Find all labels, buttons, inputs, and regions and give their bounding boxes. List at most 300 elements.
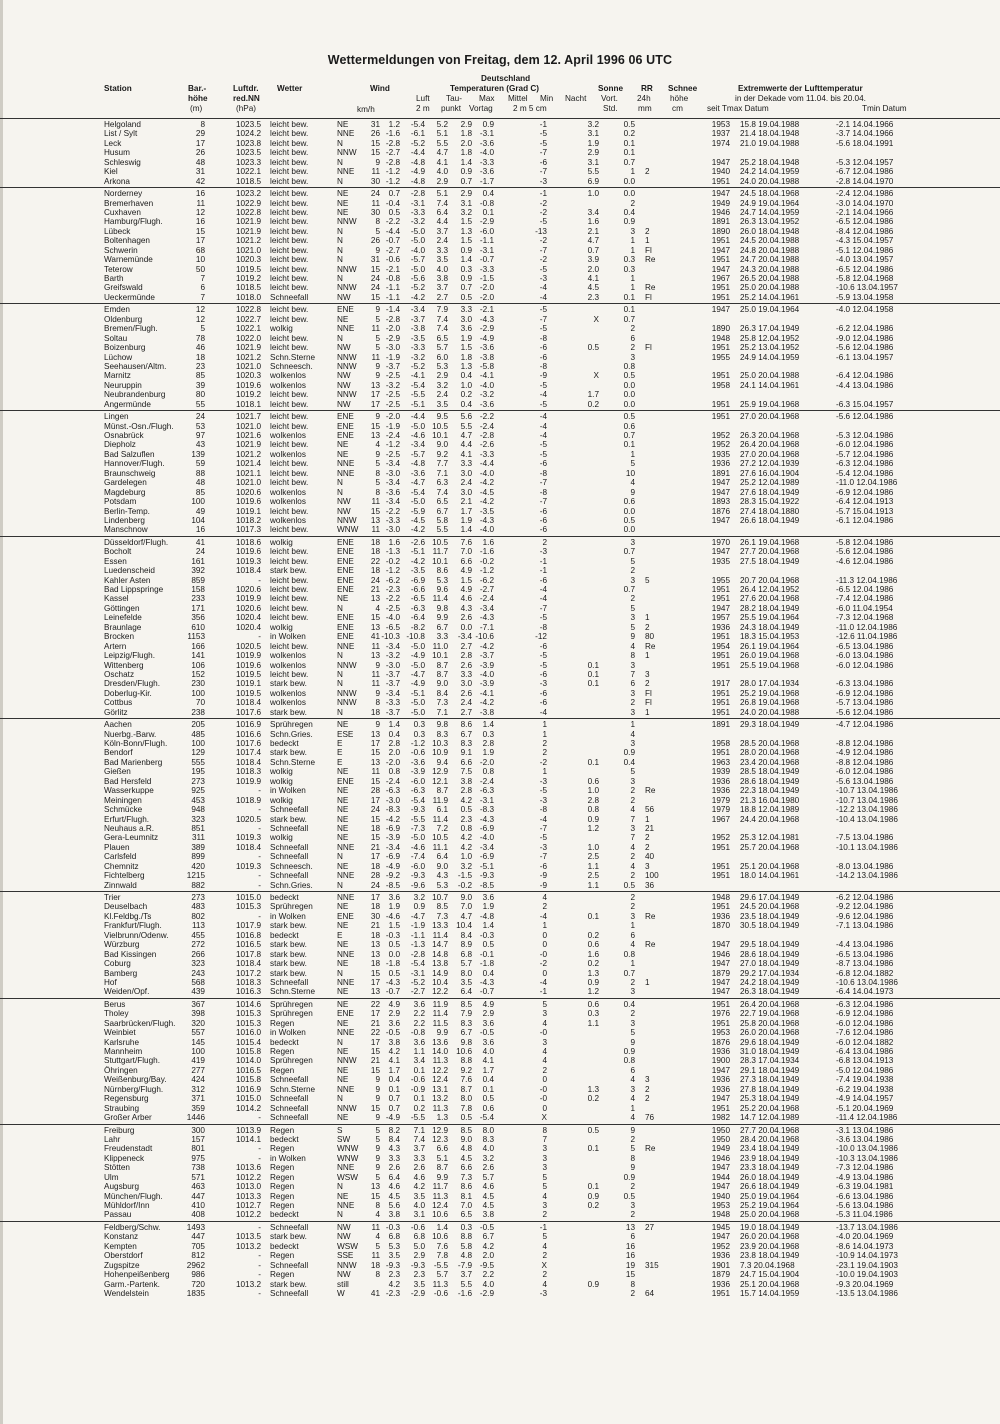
cell-wind-dir: N (337, 707, 343, 717)
cell-nacht: 1 (542, 767, 547, 777)
cell-min-2m: -2.7 (479, 585, 494, 594)
cell-temp-luft: -2.8 (385, 138, 400, 148)
cell-mittel: 9.1 (460, 748, 472, 758)
cell-temp-luft: -0.5 (385, 1028, 400, 1038)
cell-nacht: 3 (542, 1037, 547, 1047)
cell-min-2m: 3.8 (482, 1210, 494, 1220)
cell-mittel: 0.9 (460, 167, 472, 177)
cell-temp-luft: 4.5 (388, 1191, 400, 1201)
cell-taupunkt: -3.5 (410, 566, 425, 576)
cell-temp-luft: -0.6 (385, 255, 400, 265)
cell-tmin: -10.7 13.04.1986 (836, 795, 898, 805)
cell-luftdruck: 1015.4 (235, 1037, 261, 1047)
cell-station: Lingen (104, 412, 129, 422)
cell-station: Berlin-Temp. (104, 506, 150, 516)
cell-bar-hoehe: 312 (191, 1084, 205, 1094)
cell-wind-dir: ENE (337, 431, 354, 440)
cell-wind-speed: 5 (375, 1134, 380, 1144)
cell-tmin: -6.2 12.04.1986 (836, 893, 894, 902)
cell-min-2m: -4.3 (479, 314, 494, 324)
cell-seit: 1936 (711, 1084, 730, 1094)
cell-wind-dir: N (337, 245, 343, 255)
cell-mittel: 8.9 (460, 940, 472, 950)
cell-bar-hoehe: 720 (191, 1279, 205, 1289)
cell-bar-hoehe: 419 (191, 1056, 205, 1066)
cell-temp-luft: -0.7 (385, 987, 400, 997)
cell-nacht: X (541, 1113, 547, 1123)
cell-luftdruck: 1020.6 (235, 487, 261, 497)
cell-mittel: 8.3 (460, 739, 472, 748)
cell-luftdruck: 1023.8 (235, 138, 261, 148)
cell-station: Wasserkuppe (104, 786, 154, 796)
table-row (0, 217, 1000, 226)
cell-sonne: 4.7 (587, 236, 599, 246)
cell-nacht: -3 (539, 274, 547, 283)
cell-max-vortag: 5.5 (436, 525, 448, 535)
cell-max-vortag: 5.2 (436, 120, 448, 129)
cell-luftdruck: - (258, 1270, 261, 1280)
cell-wind-speed: 24 (370, 880, 380, 890)
cell-tmax: 25.1 20.04.1968 (740, 1279, 800, 1289)
cell-taupunkt: -1.3 (410, 940, 425, 950)
cell-station: Leipzig/Flugh. (104, 651, 155, 661)
cell-nacht: -5 (539, 613, 547, 623)
cell-max-vortag: 6.4 (436, 207, 448, 217)
cell-tmin: -6.5 13.04.1986 (836, 641, 894, 651)
table-row (0, 959, 1000, 968)
cell-schnee: 1 (645, 707, 650, 717)
cell-wind-speed: 24 (370, 575, 380, 585)
cell-station: Berus (104, 999, 126, 1009)
cell-min-2m: 4.2 (482, 1241, 494, 1251)
cell-tmin: -11.3 12.04.1986 (836, 575, 898, 585)
cell-wind-speed: 4 (375, 440, 380, 450)
cell-sonne: 4.1 (587, 274, 599, 283)
cell-wind-dir: WNW (337, 1144, 359, 1154)
cell-wind-dir: ENE (337, 305, 354, 315)
table-row (0, 129, 1000, 138)
cell-bar-hoehe: 139 (191, 449, 205, 459)
cell-luftdruck: 1018.2 (235, 515, 261, 525)
cell-wind-speed: 9 (375, 1153, 380, 1163)
cell-temp-luft: -6.9 (385, 852, 400, 862)
cell-sonne: 0.1 (587, 1144, 599, 1154)
cell-luftdruck: 1021.2 (235, 236, 261, 246)
cell-tmax: 25.2 13.04.1952 (740, 343, 800, 353)
cell-max-vortag: 5.1 (436, 189, 448, 199)
cell-taupunkt: 3.6 (413, 999, 425, 1009)
cell-temp-luft: 4.2 (388, 1047, 400, 1056)
cell-mittel: 1.9 (460, 515, 472, 525)
cell-mittel: 7.6 (460, 1075, 472, 1085)
cell-wind-dir: NNE (337, 893, 355, 902)
cell-max-vortag: 13.8 (432, 959, 448, 969)
cell-tmin: -13.7 13.04.1986 (836, 1222, 898, 1232)
cell-nacht: -5 (539, 651, 547, 661)
cell-luftdruck: 1016.3 (235, 987, 261, 997)
cell-min-2m: -2.9 (479, 1288, 494, 1298)
cell-taupunkt: -5.4 (410, 487, 425, 497)
cell-max-vortag: -5.5 (433, 1260, 448, 1270)
cell-nacht: 2 (542, 1065, 547, 1075)
cell-max-vortag: 11.4 (432, 814, 448, 824)
cell-bar-hoehe: 12 (195, 207, 205, 217)
header-rr-2: 24h (637, 94, 651, 103)
cell-min-2m: 8.0 (482, 1125, 494, 1135)
cell-wind-dir: NW (337, 1222, 351, 1232)
cell-max-vortag: 7.3 (436, 698, 448, 708)
cell-temp-luft: -8.5 (385, 880, 400, 890)
cell-wind-dir: N (337, 157, 343, 167)
cell-mittel: 1.7 (460, 506, 472, 516)
cell-mittel: 1.5 (460, 236, 472, 246)
cell-max-vortag: 14.8 (432, 949, 448, 959)
cell-wetter: Schneefall (270, 1222, 309, 1232)
cell-station: Bad Lippspringe (104, 585, 164, 594)
cell-min-2m: -2.1 (479, 305, 494, 315)
cell-luftdruck: 1022.0 (235, 333, 261, 343)
cell-taupunkt: -6.4 (410, 613, 425, 623)
cell-bar-hoehe: 10 (195, 255, 205, 265)
cell-wind-dir: NNW (337, 283, 357, 293)
cell-mittel: 3.2 (460, 207, 472, 217)
cell-station: Emden (104, 305, 130, 315)
cell-mittel: 2.4 (460, 698, 472, 708)
cell-min-2m: -1.5 (479, 274, 494, 283)
cell-rr: 0.5 (623, 880, 635, 890)
cell-tmin: -5.6 12.04.1986 (836, 412, 894, 422)
cell-bar-hoehe: 161 (191, 556, 205, 566)
cell-seit: 1951 (711, 343, 730, 353)
cell-rr: 0.9 (623, 1172, 635, 1182)
cell-tmax: 7.3 20.04.1968 (740, 1260, 795, 1270)
cell-max-vortag: 7.7 (436, 459, 448, 469)
table-row (0, 623, 1000, 632)
cell-nacht: -5 (539, 264, 547, 274)
cell-taupunkt: -5.5 (410, 814, 425, 824)
cell-wind-speed: 41 (370, 1288, 380, 1298)
cell-bar-hoehe: 447 (191, 1191, 205, 1201)
cell-wind-dir: NW (337, 1270, 351, 1280)
table-row (0, 334, 1000, 343)
table-row (0, 931, 1000, 940)
header-schnee-1: Schnee (668, 84, 698, 93)
cell-rr: 4 (630, 1075, 635, 1085)
table-row (0, 1261, 1000, 1270)
cell-mittel: 1.5 (460, 575, 472, 585)
cell-max-vortag: 14.9 (432, 968, 448, 978)
cell-tmax: 26.3 20.04.1968 (740, 431, 800, 440)
cell-taupunkt: -9.3 (410, 805, 425, 815)
cell-seit: 1951 (711, 412, 730, 422)
cell-wind-dir: NE (337, 207, 349, 217)
cell-min-2m: -4.1 (479, 688, 494, 698)
cell-rr: 0.2 (623, 129, 635, 139)
table-row (0, 698, 1000, 707)
cell-wind-speed: 5 (375, 343, 380, 353)
cell-temp-luft: -3.0 (385, 525, 400, 535)
cell-bar-hoehe: 986 (191, 1270, 205, 1280)
cell-rr: 0.0 (623, 189, 635, 199)
cell-max-vortag: 6.6 (436, 1144, 448, 1154)
cell-rr: 0.8 (623, 949, 635, 959)
header-temp-title: Temperaturen (Grad C) (450, 84, 540, 93)
cell-rr: 5 (630, 603, 635, 613)
cell-station: Bremen/Flugh. (104, 324, 158, 334)
cell-tmax: 25.9 19.04.1968 (740, 399, 800, 409)
cell-temp-luft: -2.5 (385, 603, 400, 613)
cell-taupunkt: 5.0 (413, 1241, 425, 1251)
cell-station: Erfurt/Flugh. (104, 814, 150, 824)
cell-schnee: 2 (645, 833, 650, 843)
table-row (0, 227, 1000, 236)
cell-luftdruck: 1022.1 (235, 167, 261, 177)
header-schnee-2: höhe (670, 94, 689, 103)
cell-min-2m: -3.9 (479, 660, 494, 670)
cell-rr: 16 (625, 1251, 635, 1261)
cell-bar-hoehe: 7 (200, 292, 205, 302)
cell-rr: 5 (630, 459, 635, 469)
cell-luftdruck: 1016.6 (235, 729, 261, 739)
cell-taupunkt: -4.9 (410, 167, 425, 177)
cell-wetter: Schneefall (270, 823, 309, 833)
cell-mittel: 3.5 (460, 977, 472, 987)
cell-min-2m: 1.9 (482, 748, 494, 758)
cell-max-vortag: 1.3 (436, 1113, 448, 1123)
cell-temp-luft: -6.2 (385, 575, 400, 585)
cell-max-vortag: 7.4 (436, 324, 448, 334)
cell-mittel: 4.2 (460, 795, 472, 805)
cell-wind-speed: 21 (370, 921, 380, 931)
table-row (0, 381, 1000, 390)
cell-luftdruck: 1021.1 (235, 468, 261, 478)
cell-nacht: 4 (542, 1056, 547, 1066)
cell-bar-hoehe: 410 (191, 1201, 205, 1210)
cell-taupunkt: -4.2 (410, 556, 425, 566)
cell-bar-hoehe: 899 (191, 852, 205, 862)
cell-nacht: -5 (539, 660, 547, 670)
cell-nacht: -5 (539, 138, 547, 148)
cell-max-vortag: 13.1 (432, 1084, 448, 1094)
cell-min-2m: -3.6 (479, 343, 494, 353)
cell-wind-speed: 11 (371, 641, 380, 651)
cell-tmin: -6.3 12.04.1986 (836, 999, 894, 1009)
cell-temp-luft: -2.7 (385, 148, 400, 158)
cell-seit: 1948 (711, 1210, 730, 1220)
cell-wind-dir: NNE (337, 641, 355, 651)
cell-wind-speed: 13 (370, 729, 380, 739)
header-max-2: Vortag (469, 104, 493, 113)
cell-temp-luft: -3.3 (385, 515, 400, 525)
cell-bar-hoehe: 1835 (186, 1288, 205, 1298)
cell-wind-speed: 11 (371, 1222, 380, 1232)
cell-mittel: 4.9 (460, 585, 472, 594)
cell-bar-hoehe: 24 (195, 547, 205, 557)
cell-temp-luft: -3.4 (385, 459, 400, 469)
cell-temp-luft: -2.2 (385, 594, 400, 604)
cell-rr: 6 (630, 1232, 635, 1242)
cell-wind-speed: 15 (370, 1191, 380, 1201)
cell-taupunkt: -5.5 (410, 1113, 425, 1123)
cell-taupunkt: 7.4 (413, 1134, 425, 1144)
cell-min-2m: 4.1 (482, 1056, 494, 1066)
cell-min-2m: -4.0 (479, 468, 494, 478)
cell-nacht: -5 (539, 449, 547, 459)
cell-max-vortag: 6.1 (436, 805, 448, 815)
cell-wind-speed: 17 (370, 977, 380, 987)
header-wetter: Wetter (277, 84, 303, 93)
header-bar-3: (m) (190, 104, 203, 113)
cell-seit: 1967 (711, 274, 730, 283)
table-row (0, 199, 1000, 208)
cell-tmax: 30.5 18.04.1949 (740, 921, 800, 931)
cell-tmin: -2.1 14.04.1966 (836, 120, 894, 129)
cell-rr: 2 (630, 566, 635, 576)
cell-bar-hoehe: 100 (191, 688, 205, 698)
cell-luftdruck: 1020.6 (235, 585, 261, 594)
cell-tmax: 22.3 18.04.1949 (740, 786, 800, 796)
cell-wind-dir: NE (337, 1191, 349, 1201)
cell-taupunkt: 7.1 (413, 1125, 425, 1135)
cell-station: Diepholz (104, 440, 136, 450)
cell-mittel: 3.0 (460, 487, 472, 497)
cell-bar-hoehe: 29 (195, 129, 205, 139)
table-row (0, 902, 1000, 911)
cell-luftdruck: 1021.9 (235, 226, 261, 236)
cell-max-vortag: 5.3 (436, 575, 448, 585)
cell-wind-dir: ENE (337, 622, 354, 632)
cell-rr: 4 (630, 478, 635, 488)
cell-max-vortag: 10.1 (432, 431, 448, 440)
cell-nacht: -8 (539, 333, 547, 343)
cell-wetter: wolkenlos (270, 660, 306, 670)
cell-temp-luft: -2.5 (385, 449, 400, 459)
cell-luftdruck: - (258, 1251, 261, 1261)
cell-bar-hoehe: 55 (195, 399, 205, 409)
cell-luftdruck: 1017.2 (235, 968, 261, 978)
cell-rr: 0.6 (623, 497, 635, 507)
cell-wetter: leicht bew. (270, 440, 309, 450)
table-row (0, 969, 1000, 978)
cell-min-2m: -0.5 (479, 1222, 494, 1232)
cell-seit: 1958 (711, 739, 730, 748)
cell-nacht: -5 (539, 380, 547, 390)
cell-bar-hoehe: 42 (195, 176, 205, 186)
cell-wetter: stark bew. (270, 921, 307, 931)
cell-taupunkt: -5.0 (410, 497, 425, 507)
cell-tmax: 25.0 20.04.1988 (740, 371, 800, 381)
cell-sonne: 0.5 (587, 1125, 599, 1135)
cell-mittel: 5.6 (460, 412, 472, 422)
cell-max-vortag: 4.7 (436, 148, 448, 158)
cell-nacht: -2 (539, 207, 547, 217)
header-luft-2: 2 m (416, 104, 430, 113)
cell-sonne: 1.0 (587, 786, 599, 796)
cell-nacht: 5 (542, 1182, 547, 1192)
cell-wind-speed: 22 (370, 556, 380, 566)
cell-tmin: -6.1 12.04.1986 (836, 515, 894, 525)
cell-bar-hoehe: 273 (191, 776, 205, 786)
cell-wind-speed: 18 (370, 902, 380, 912)
cell-wind-speed: 5 (375, 1125, 380, 1135)
cell-mittel: 3.3 (460, 669, 472, 679)
table-row (0, 1113, 1000, 1122)
cell-min-2m: -5.1 (479, 861, 494, 871)
cell-station: Fichtelberg (104, 871, 145, 881)
cell-rr: 9 (630, 1125, 635, 1135)
cell-luftdruck: 1016.5 (235, 1065, 261, 1075)
table-row (0, 431, 1000, 440)
cell-wetter: stark bew. (270, 1279, 307, 1289)
cell-nacht: -5 (539, 217, 547, 227)
cell-tmin: -6.8 12.04.1882 (836, 968, 894, 978)
cell-nacht: -5 (539, 833, 547, 843)
cell-luftdruck: 1017.9 (235, 921, 261, 931)
cell-max-vortag: 12.9 (432, 767, 448, 777)
cell-bar-hoehe: 16 (195, 525, 205, 535)
cell-wind-speed: 24 (370, 274, 380, 283)
cell-schnee: 27 (645, 1222, 655, 1232)
cell-mittel: 6.6 (460, 1163, 472, 1173)
cell-wetter: Regen (270, 1191, 295, 1201)
cell-tmin: -2.1 14.04.1966 (836, 207, 894, 217)
cell-schnee: 36 (645, 880, 655, 890)
cell-station: Dresden/Flugh. (104, 679, 160, 689)
cell-station: Saarbrücken/Flugh. (104, 1018, 176, 1028)
cell-max-vortag: 8.4 (436, 688, 448, 698)
cell-luftdruck: 1014.0 (235, 1056, 261, 1066)
cell-wind-dir: NNE (337, 468, 355, 478)
cell-rr: 0.5 (623, 120, 635, 129)
table-row (0, 604, 1000, 613)
cell-wetter: leicht bew. (270, 129, 309, 139)
cell-wetter: Regen (270, 1270, 295, 1280)
cell-mittel: -3.4 (457, 632, 472, 642)
cell-tmax: 25.0 19.04.1964 (740, 305, 800, 315)
cell-min-2m: -3.8 (479, 707, 494, 717)
cell-nacht: -6 (539, 352, 547, 362)
cell-mittel: 3.2 (460, 861, 472, 871)
cell-taupunkt: 6.8 (413, 1232, 425, 1242)
cell-wetter: leicht bew. (270, 138, 309, 148)
cell-station: Hamburg/Flugh. (104, 217, 163, 227)
table-row (0, 852, 1000, 861)
cell-rr: 0.0 (623, 380, 635, 390)
cell-tmax: 27.2 12.04.1939 (740, 459, 800, 469)
cell-station: Straubing (104, 1103, 140, 1113)
cell-nacht: 0 (542, 930, 547, 940)
cell-wind-speed: 11 (371, 679, 380, 689)
cell-seit: 1876 (711, 1037, 730, 1047)
cell-max-vortag: 2.9 (436, 371, 448, 381)
cell-min-2m: -2.4 (479, 594, 494, 604)
cell-luftdruck: - (258, 1288, 261, 1298)
cell-bar-hoehe: 812 (191, 1251, 205, 1261)
cell-wind-speed: 11 (371, 525, 380, 535)
cell-tmin: -5.6 12.04.1986 (836, 547, 894, 557)
cell-wind-speed: 11 (371, 324, 380, 334)
header-extrem-3: seit Tmax Datum (707, 104, 769, 113)
cell-nacht: 2 (542, 739, 547, 748)
cell-luftdruck: 1018.9 (235, 795, 261, 805)
cell-station: Braunschweig (104, 468, 156, 478)
cell-temp-luft: -2.0 (385, 324, 400, 334)
cell-tmax: 25.3 18.04.1949 (740, 1094, 800, 1104)
cell-seit: 1949 (711, 1144, 730, 1154)
table-row (0, 246, 1000, 255)
cell-station: Karlsruhe (104, 1037, 140, 1047)
cell-mittel: 4.8 (460, 1144, 472, 1154)
